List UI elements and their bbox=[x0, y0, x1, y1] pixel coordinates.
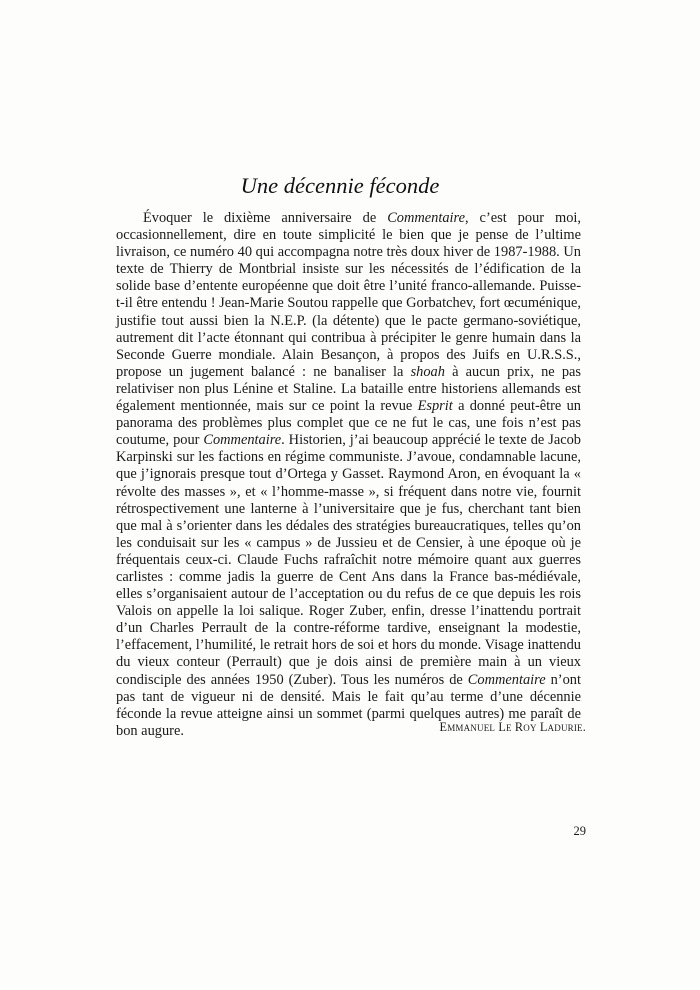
italic-title-run: Commentaire bbox=[467, 671, 546, 688]
text-run: , c’est pour moi, occasionnellement, dire en toute simplicité le bien que je pense de l’ultime livraison, ce numéro 40 qui accompagna notre très doux hiver de 1987-1988. Un texte de Thierry de Montbrial insiste sur les nécessités de l’édification de la solide base d’entente européenne que doit être l’unité franco-allemande. Puisse-t-il être entendu ! Jean-Marie Soutou rappelle que Gorbatchev, fort œcuménique, justifie tout aussi bien la N.E.P. (la détente) que le pacte germano-soviétique, autrement dit l’acte étonnant qui contribua à précipiter le genre humain dans la Seconde Guerre mondiale. Alain Besançon, à propos des Juifs en U.R.S.S., propose un jugement balancé : ne banaliser la bbox=[116, 210, 581, 380]
text-run: à aucun prix, ne pas relativiser non plus Lénine et Staline. La bataille entre historiens allemands est également mentionnée, mais sur ce point la revue bbox=[116, 363, 581, 415]
italic-title-run: shoah bbox=[410, 363, 445, 380]
italic-title-run: Esprit bbox=[417, 398, 453, 415]
text-run: . Historien, j’ai beaucoup apprécié le texte de Jacob Karpinski sur les factions en régime communiste. J’avoue, condamnable lacune, que j’ignorais presque tout d’Ortega y Gasset. Raymond Aron, en évoquant la « révolte des masses », et « l’homme-masse », si fréquent dans notre vie, fournit rétrospectivement une lanterne à l’universitaire que je fus, cherchant tant bien que mal à s’orienter dans les dédales des stratégies bureaucratiques, telles qu’on les conduisait sur les « campus » de Jussieu et de Censier, à une époque où je fréquentais ceux-ci. Claude Fuchs rafraîchit notre mémoire quant aux guerres carlistes : comme jadis la guerre de Cent Ans dans la France bas-médiévale, elles s’organisaient autour de l’acceptation ou du refus de ce que depuis les rois Valois on appelle la loi salique. Roger Zuber, enfin, dresse l’inattendu portrait d’un Charles Perrault de la contre-réforme tardive, enseignant la modestie, l’effacement, l’humilité, le retrait hors de soi et hors du monde. Visage inattendu du vieux conteur (Perrault) que je dois ainsi de première main à un vieux condisciple des années 1950 (Zuber). Tous les numéros de bbox=[116, 432, 581, 688]
italic-title-run: Commentaire bbox=[387, 210, 465, 226]
text-run: Évoquer le dixième anniversaire de bbox=[143, 210, 388, 226]
author-signature: Emmanuel Le Roy Ladurie. bbox=[439, 720, 586, 734]
italic-title-run: Commentaire bbox=[203, 432, 282, 449]
article-title: Une décennie féconde bbox=[240, 173, 440, 198]
text-run: a donné peut-être un panorama des problèmes plus complet que ce ne fut le cas, une fois n’est pas coutume, pour bbox=[116, 398, 581, 449]
text-run: n’ont pas tant de vigueur ni de densité. Mais le fait qu’au terme d’une décennie féconde la revue atteigne ainsi un sommet (parmi quelques autres) me paraît de bon augure. bbox=[116, 671, 581, 739]
article-body bbox=[116, 210, 581, 740]
page-number: 29 bbox=[573, 824, 586, 838]
body-paragraph bbox=[116, 210, 581, 740]
